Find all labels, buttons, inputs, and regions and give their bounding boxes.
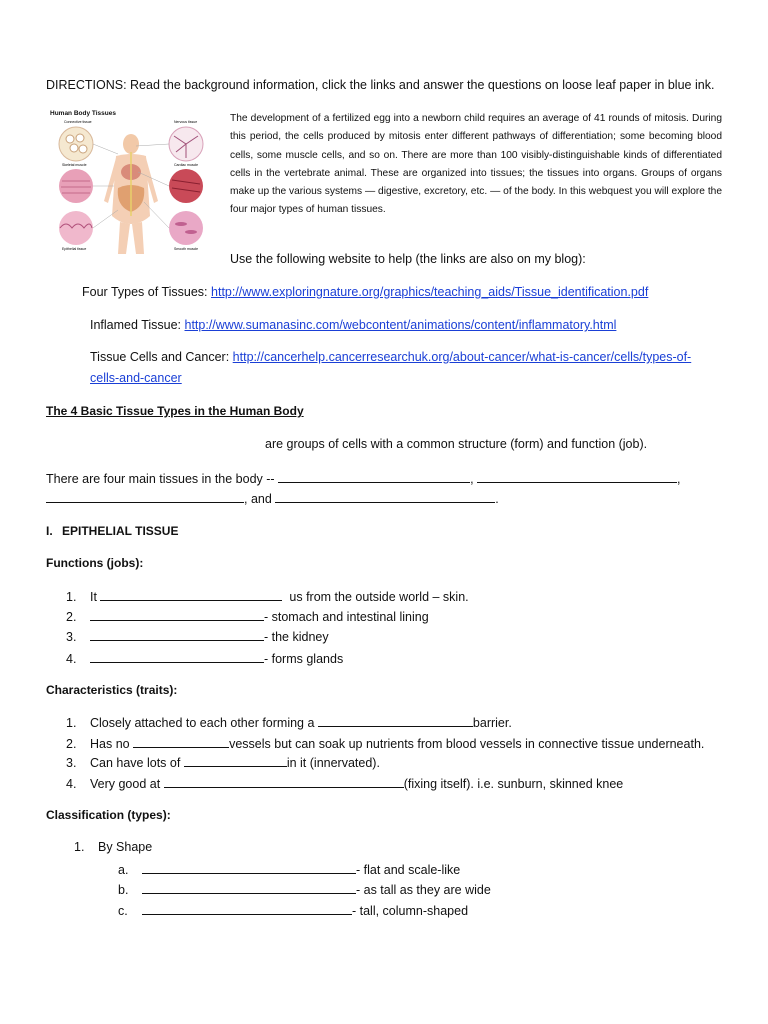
- blank-tissue-4[interactable]: [275, 490, 495, 503]
- four-main-line2: , and .: [46, 490, 499, 506]
- blank-function-2[interactable]: [90, 608, 264, 621]
- characteristic-item-4: 4. Very good at (fixing itself). i.e. sunburn, skinned knee: [66, 777, 624, 791]
- blank-shape-a[interactable]: [142, 861, 356, 874]
- blank-characteristic-4[interactable]: [164, 775, 404, 788]
- intro-paragraph: The development of a fertilized egg into a newborn child requires an average of 41 rounds of mitosis. During this period, the cells produced by mitosis enter different pathways of differentiation; some becoming blood cells, some muscle cells, and so on. There are more than 100 visibly-distinguishable kinds of differentiated cells in the vertebrate animal. These are organized into tissues; the tissues into organs. Groups of organs make up the various systems — digestive, excretory, etc. — of the body. In this webquest you will explore the four major types of human tissues.: [230, 113, 722, 216]
- link-row-cancer-cont: [90, 371, 182, 385]
- cancer-cells-link-cont[interactable]: cells-and-cancer: [90, 371, 182, 385]
- function-item-3: 3. - the kidney: [66, 630, 329, 644]
- link-row-four-types: [82, 285, 648, 299]
- blank-shape-b[interactable]: [142, 881, 356, 894]
- blank-tissue-1[interactable]: [278, 470, 470, 483]
- section-title: The 4 Basic Tissue Types in the Human Body: [46, 404, 304, 418]
- groups-sentence: are groups of cells with a common structure (form) and function (job).: [265, 437, 648, 451]
- characteristic-item-1: 1. Closely attached to each other forming a barrier.: [66, 716, 512, 730]
- use-website-text: Use the following website to help (the links are also on my blog):: [230, 252, 586, 266]
- skeletal-muscle-image: [59, 169, 93, 203]
- link-row-inflamed: [90, 318, 616, 332]
- blank-tissue-3[interactable]: [46, 490, 244, 503]
- label-nervous: Nervous tissue: [174, 120, 198, 124]
- four-main-line1: There are four main tissues in the body -- , ,: [46, 472, 681, 486]
- cardiac-muscle-image: [169, 169, 203, 203]
- cancer-cells-link[interactable]: http://cancerhelp.cancerresearchuk.org/about-cancer/what-is-cancer/cells/types-of-: [232, 350, 692, 364]
- blank-shape-c[interactable]: [142, 902, 352, 915]
- figure-title: Human Body Tissues: [50, 110, 116, 117]
- four-main-and: , and: [244, 492, 272, 506]
- tissues-figure: [46, 106, 216, 256]
- epithelial-heading: I. EPITHELIAL TISSUE: [46, 524, 179, 538]
- four-main-prefix: There are four main tissues in the body --: [46, 472, 275, 486]
- smooth-muscle-image: [169, 211, 203, 245]
- blank-characteristic-2[interactable]: [133, 735, 229, 748]
- characteristic-item-3: 3. Can have lots of in it (innervated).: [66, 756, 380, 770]
- link-label: Four Types of Tissues:: [82, 285, 208, 299]
- link-label: Tissue Cells and Cancer:: [90, 350, 230, 364]
- directions-text: DIRECTIONS: Read the background information, click the links and answer the questions on loose leaf paper in blue ink.: [46, 78, 715, 92]
- label-skeletal: Skeletal muscle: [62, 163, 87, 167]
- blank-function-4[interactable]: [90, 650, 264, 663]
- label-epithelial: Epithelial tissue: [62, 247, 87, 251]
- inflamed-tissue-link[interactable]: http://www.sumanasinc.com/webcontent/animations/content/inflammatory.html: [184, 318, 617, 332]
- link-row-cancer: [90, 350, 691, 364]
- four-types-link[interactable]: http://www.exploringnature.org/graphics/teaching_aids/Tissue_identification.pdf: [211, 285, 649, 299]
- function-item-4: 4. - forms glands: [66, 652, 344, 666]
- blank-function-3[interactable]: [90, 628, 264, 641]
- functions-heading: Functions (jobs):: [46, 556, 144, 570]
- label-smooth: Smooth muscle: [174, 247, 199, 251]
- by-shape-item: 1. By Shape: [74, 840, 153, 854]
- shape-item-a: a. - flat and scale-like: [118, 863, 461, 877]
- link-label: Inflamed Tissue:: [90, 318, 182, 332]
- blank-characteristic-3[interactable]: [184, 754, 287, 767]
- characteristics-heading: Characteristics (traits):: [46, 683, 178, 697]
- characteristic-item-2: 2. Has no vessels but can soak up nutrients from blood vessels in connective tissue underneath.: [66, 737, 705, 751]
- blank-function-1[interactable]: [100, 588, 282, 601]
- epithelial-tissue-image: [59, 211, 93, 245]
- body-head: [123, 134, 139, 154]
- tissues-illustration: [46, 106, 216, 256]
- classification-heading: Classification (types):: [46, 808, 171, 822]
- shape-item-c: c. - tall, column-shaped: [118, 904, 469, 918]
- blank-tissue-2[interactable]: [477, 470, 677, 483]
- label-connective: Connective tissue: [64, 120, 92, 124]
- label-cardiac: Cardiac muscle: [174, 163, 199, 167]
- function-item-1: 1. It us from the outside world – skin.: [66, 590, 469, 604]
- blank-characteristic-1[interactable]: [318, 714, 473, 727]
- function-item-2: 2. - stomach and intestinal lining: [66, 610, 429, 624]
- shape-item-b: b. - as tall as they are wide: [118, 883, 491, 897]
